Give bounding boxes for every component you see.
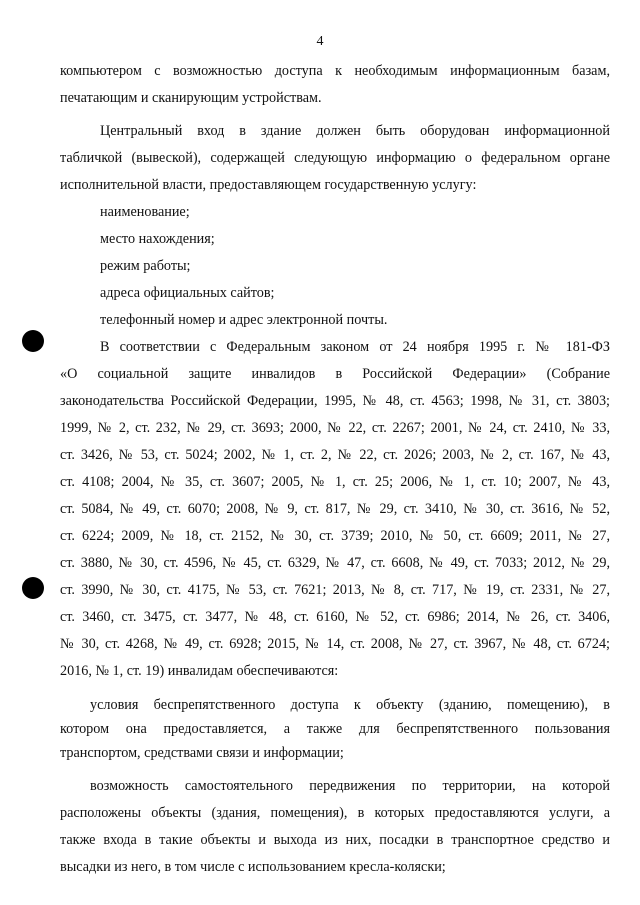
punch-hole-mark [22,577,44,599]
text-line: «О социальной защите инвалидов в Российской Федерации» (Собрание [60,366,610,382]
list-item: режим работы; [100,258,191,274]
list-item: место нахождения; [100,231,215,247]
page-number: 4 [316,34,324,49]
text-line: ст. 3426, № 53, ст. 5024; 2002, № 1, ст. 2, № 22, ст. 2026; 2003, № 2, ст. 167, № 43, [60,447,610,463]
text-line: ст. 4108; 2004, № 35, ст. 3607; 2005, № 1, ст. 25; 2006, № 1, ст. 10; 2007, № 43, [60,474,610,490]
text-line: № 30, ст. 4268, № 49, ст. 6928; 2015, № 14, ст. 2008, № 27, ст. 3967, № 48, ст. 6724; [60,636,610,652]
text-line: ст. 3990, № 30, ст. 4175, № 53, ст. 7621; 2013, № 8, ст. 717, № 19, ст. 2331, № 27, [60,582,610,598]
list-item: телефонный номер и адрес электронной почты. [100,312,388,328]
text-line: исполнительной власти, предоставляющем государственную услугу: [60,177,477,193]
punch-hole-mark [22,330,44,352]
text-line: условия беспрепятственного доступа к объекту (зданию, помещению), в [90,697,610,713]
text-line: ст. 3460, ст. 3475, ст. 3477, № 48, ст. 6160, № 52, ст. 6986; 2014, № 26, ст. 3406, [60,609,610,625]
text-line: ст. 5084, № 49, ст. 6070; 2008, № 9, ст. 817, № 29, ст. 3410, № 30, ст. 3616, № 52, [60,501,610,517]
text-line: печатающим и сканирующим устройствам. [60,90,322,106]
text-line: 1999, № 2, ст. 232, № 29, ст. 3693; 2000, № 22, ст. 2267; 2001, № 24, ст. 2410, № 33, [60,420,610,436]
text-line: возможность самостоятельного передвижения по территории, на которой [90,778,610,794]
text-line: ст. 3880, № 30, ст. 4596, № 45, ст. 6329, № 47, ст. 6608, № 49, ст. 7033; 2012, № 29, [60,555,610,571]
text-line: также входа в такие объекты и выхода из них, посадки в транспортное средство и [60,832,610,848]
text-line: компьютером с возможностью доступа к необходимым информационным базам, [60,63,610,79]
text-line: ст. 6224; 2009, № 18, ст. 2152, № 30, ст. 3739; 2010, № 50, ст. 6609; 2011, № 27, [60,528,610,544]
text-line: В соответствии с Федеральным законом от 24 ноября 1995 г. № 181-ФЗ [100,339,610,355]
text-line: законодательства Российской Федерации, 1995, № 48, ст. 4563; 1998, № 31, ст. 3803; [60,393,610,409]
document-body [60,58,610,881]
text-line: Центральный вход в здание должен быть оборудован информационной [100,123,610,139]
text-line: расположены объекты (здания, помещения), в которых предоставляются услуги, а [60,805,610,821]
text-line: высадки из него, в том числе с использованием кресла-коляски; [60,859,446,875]
list-item: адреса официальных сайтов; [100,285,275,301]
text-line: 2016, № 1, ст. 19) инвалидам обеспечиваются: [60,663,339,679]
list-item: наименование; [100,204,190,220]
text-line: транспортом, средствами связи и информации; [60,745,344,761]
text-line: табличкой (вывеской), содержащей следующую информацию о федеральном органе [60,150,610,166]
text-line: котором она предоставляется, а также для беспрепятственного пользования [60,721,610,737]
